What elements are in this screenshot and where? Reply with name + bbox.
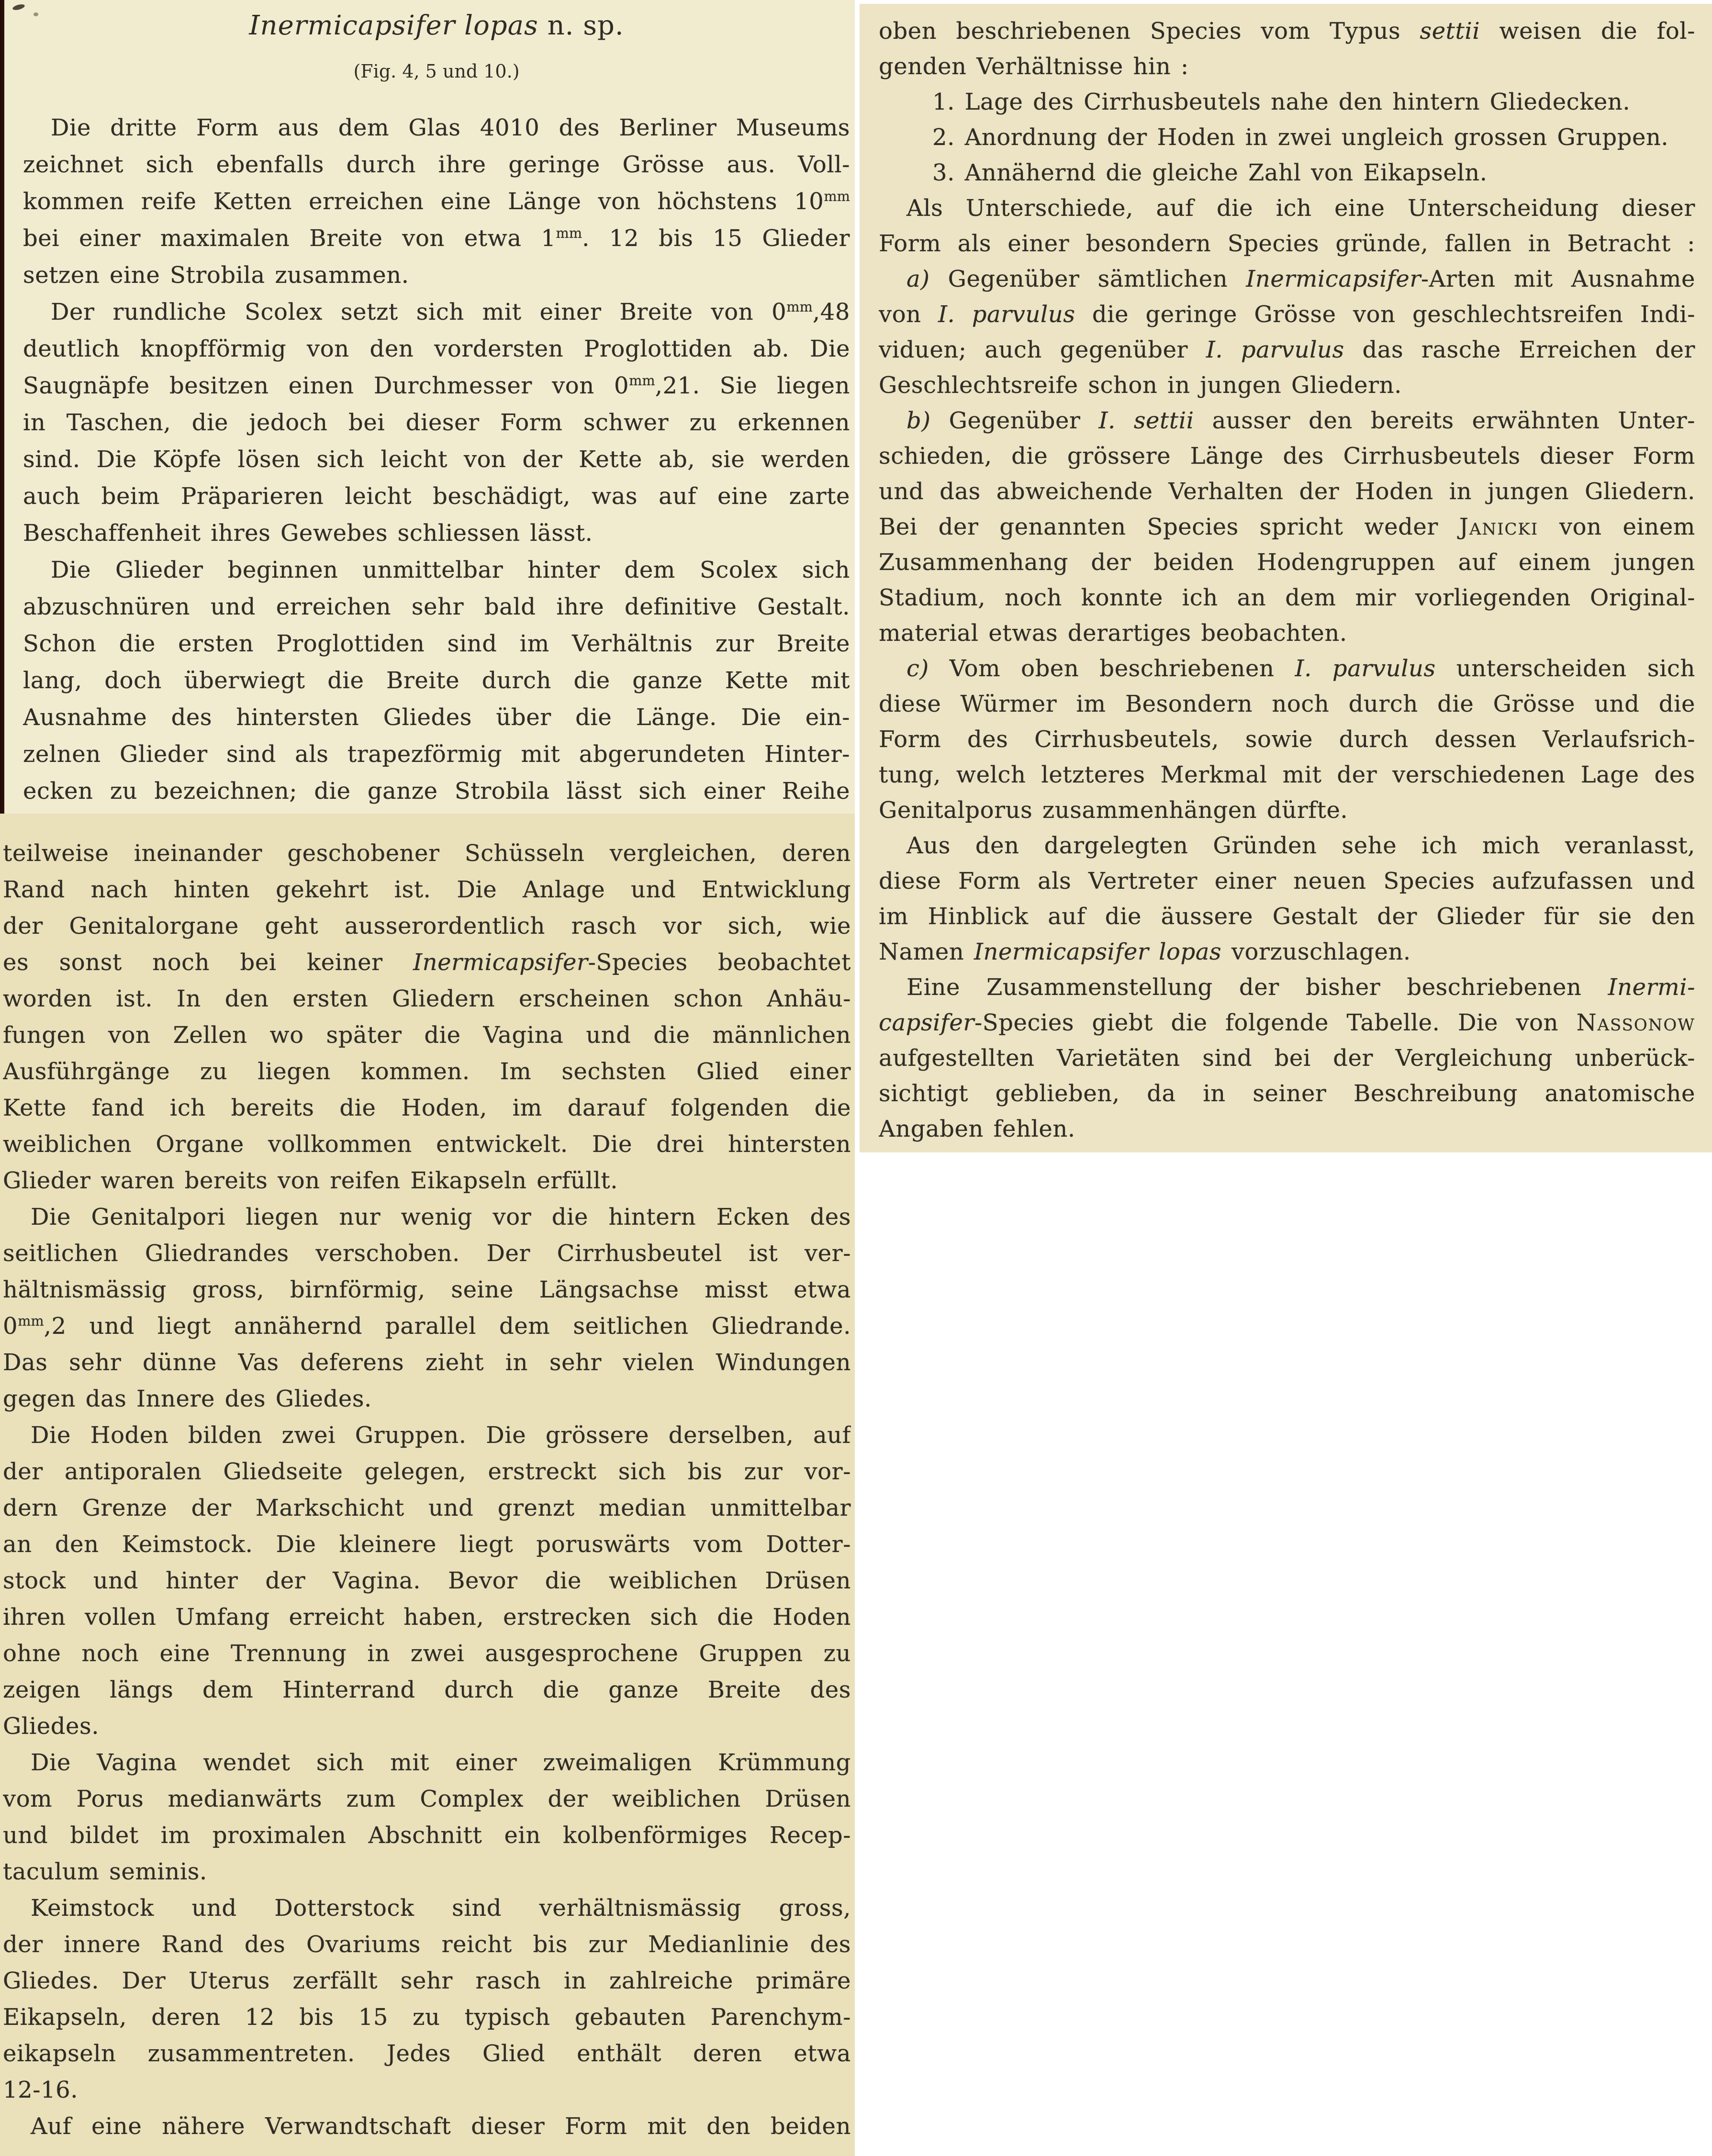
text-line: aufgestellten Varietäten sind bei der Vergleichung unberück-	[879, 1045, 1695, 1072]
text-line: Als Unterschiede, auf die ich eine Unterscheidung dieser	[906, 195, 1695, 222]
text-line: Gliedes.	[3, 1713, 100, 1740]
text-line: der Genitalorgane geht ausserordentlich rasch vor sich, wie	[3, 913, 851, 939]
text-line: a) Gegenüber sämtlichen Inermicapsifer-Arten mit Ausnahme	[906, 266, 1695, 292]
text-line: Bei der genannten Species spricht weder Janicki von einem	[879, 514, 1695, 540]
text-line: tung, welch letzteres Merkmal mit der verschiedenen Lage des	[879, 761, 1695, 788]
text-line: Eikapseln, deren 12 bis 15 zu typisch gebauten Parenchym-	[3, 2004, 851, 2031]
text-line: weiblichen Organe vollkommen entwickelt. Die drei hintersten	[3, 1131, 851, 1158]
text-line: und bildet im proximalen Abschnitt ein kolbenförmiges Recep-	[3, 1822, 851, 1849]
text-line: c) Vom oben beschriebenen I. parvulus unterscheiden sich	[906, 655, 1695, 682]
text-line: von I. parvulus die geringe Grösse von geschlechtsreifen Indi-	[879, 301, 1695, 328]
text-line: es sonst noch bei keiner Inermicapsifer-Species beobachtet	[3, 949, 851, 976]
left-bottom-lines	[3, 835, 851, 2145]
right-column-snippet	[860, 4, 1712, 1152]
text-line: Gliedes. Der Uterus zerfällt sehr rasch in zahlreiche primäre	[3, 1967, 851, 1994]
text-line: der antiporalen Gliedseite gelegen, erstreckt sich bis zur vor-	[3, 1458, 851, 1485]
text-line: fungen von Zellen wo später die Vagina und die männlichen	[3, 1022, 851, 1049]
text-line: material etwas derartiges beobachten.	[879, 620, 1347, 647]
text-line: seitlichen Gliedrandes verschoben. Der Cirrhusbeutel ist ver-	[3, 1240, 851, 1267]
text-line: 2. Anordnung der Hoden in zwei ungleich grossen Gruppen.	[932, 124, 1669, 151]
text-line: Form als einer besondern Species gründe, fallen in Betracht :	[879, 230, 1695, 257]
text-line: genden Verhältnisse hin :	[879, 53, 1189, 80]
text-line: gegen das Innere des Gliedes.	[3, 1385, 372, 1412]
figure-caption: (Fig. 4, 5 und 10.)	[353, 61, 520, 82]
text-line: zelnen Glieder sind als trapezförmig mit abgerundeten Hinter-	[23, 741, 850, 768]
text-line: Das sehr dünne Vas deferens zieht in sehr vielen Windungen	[3, 1349, 851, 1376]
text-line: Die Genitalpori liegen nur wenig vor die hintern Ecken des	[31, 1204, 851, 1230]
text-line: bei einer maximalen Breite von etwa $1^{mm}$. 12 bis 15 Glieder	[23, 225, 850, 252]
text-line: setzen eine Strobila zusammen.	[23, 262, 409, 289]
text-line: 12-16.	[3, 2077, 78, 2103]
text-line: ihren vollen Umfang erreicht haben, erstrecken sich die Hoden	[3, 1604, 851, 1631]
text-line: der innere Rand des Ovariums reicht bis zur Medianlinie des	[3, 1931, 851, 1958]
text-line: Die Hoden bilden zwei Gruppen. Die grössere derselben, auf	[31, 1422, 851, 1449]
text-line: stock und hinter der Vagina. Bevor die weiblichen Drüsen	[3, 1567, 851, 1594]
text-line: eikapseln zusammentreten. Jedes Glied enthält deren etwa	[3, 2040, 851, 2067]
scan-speck	[34, 12, 38, 16]
text-line: Glieder waren bereits von reifen Eikapseln erfüllt.	[3, 1167, 618, 1194]
text-line: an den Keimstock. Die kleinere liegt poruswärts vom Dotter-	[3, 1531, 851, 1558]
text-line: Geschlechtsreife schon in jungen Gliedern.	[879, 372, 1402, 399]
text-line: zeichnet sich ebenfalls durch ihre geringe Grösse aus. Voll-	[23, 151, 850, 178]
text-line: Keimstock und Dotterstock sind verhältnismässig gross,	[31, 1895, 851, 1921]
text-line: Namen Inermicapsifer lopas vorzuschlagen.	[879, 938, 1411, 965]
text-line: schieden, die grössere Länge des Cirrhusbeutels dieser Form	[879, 443, 1695, 469]
text-line: Eine Zusammenstellung der bisher beschriebenen Inermi-	[906, 974, 1695, 1001]
text-line: kommen reife Ketten erreichen eine Länge von höchstens $10^{mm}$	[23, 188, 850, 215]
text-line: Aus den dargelegten Gründen sehe ich mich veranlasst,	[906, 832, 1695, 859]
left-top-lines	[23, 110, 850, 810]
text-line: lang, doch überwiegt die Breite durch die ganze Kette mit	[23, 667, 850, 694]
text-line: Ausführgänge zu liegen kommen. Im sechsten Glied einer	[3, 1058, 851, 1085]
text-line: deutlich knopfförmig von den vordersten Proglottiden ab. Die	[23, 335, 850, 362]
left-column-top-snippet	[0, 0, 855, 814]
text-line: Auf eine nähere Verwandtschaft dieser Form mit den beiden	[31, 2113, 851, 2140]
text-line: Angaben fehlen.	[879, 1116, 1075, 1142]
text-line: Kette fand ich bereits die Hoden, im darauf folgenden die	[3, 1095, 851, 1121]
text-line: im Hinblick auf die äussere Gestalt der Glieder für sie den	[879, 903, 1695, 930]
text-line: Ausnahme des hintersten Gliedes über die Länge. Die ein-	[23, 704, 850, 731]
text-line: sind. Die Köpfe lösen sich leicht von der Kette ab, sie werden	[23, 446, 850, 473]
text-line: auch beim Präparieren leicht beschädigt, was auf eine zarte	[23, 483, 850, 510]
text-line: zeigen längs dem Hinterrand durch die ganze Breite des	[3, 1676, 851, 1703]
text-line: diese Form als Vertreter einer neuen Species aufzufassen und	[879, 868, 1695, 894]
text-line: worden ist. In den ersten Gliedern erscheinen schon Anhäu-	[3, 985, 851, 1012]
text-line: ecken zu bezeichnen; die ganze Strobila lässt sich einer Reihe	[23, 778, 850, 804]
text-line: dern Grenze der Markschicht und grenzt median unmittelbar	[3, 1495, 851, 1521]
text-line: und das abweichende Verhalten der Hoden in jungen Gliedern.	[879, 478, 1695, 505]
text-line: vom Porus medianwärts zum Complex der weiblichen Drüsen	[3, 1786, 851, 1812]
text-line: Rand nach hinten gekehrt ist. Die Anlage und Entwicklung	[3, 876, 851, 903]
text-line: Schon die ersten Proglottiden sind im Verhältnis zur Breite	[23, 630, 850, 657]
species-title-italic: Inermicapsifer lopas	[249, 10, 538, 41]
text-line: ohne noch eine Trennung in zwei ausgesprochene Gruppen zu	[3, 1640, 851, 1667]
text-line: 3. Annähernd die gleiche Zahl von Eikapseln.	[932, 159, 1488, 186]
left-column-bottom-snippet	[0, 814, 855, 2156]
text-line: hältnismässig gross, birnförmig, seine Längsachse misst etwa	[3, 1276, 851, 1303]
text-line: diese Würmer im Besondern noch durch die Grösse und die	[879, 691, 1695, 717]
text-line: Die dritte Form aus dem Glas 4010 des Berliner Museums	[51, 114, 850, 141]
text-line: taculum seminis.	[3, 1858, 207, 1885]
text-line: Stadium, noch konnte ich an dem mir vorliegenden Original-	[879, 584, 1695, 611]
text-line: 1. Lage des Cirrhusbeutels nahe den hintern Gliedecken.	[932, 89, 1631, 115]
text-line: viduen; auch gegenüber I. parvulus das rasche Erreichen der	[879, 336, 1695, 363]
text-line: capsifer-Species giebt die folgende Tabelle. Die von Nassonow	[879, 1009, 1695, 1036]
text-line: abzuschnüren und erreichen sehr bald ihre definitive Gestalt.	[23, 593, 850, 620]
text-line: Der rundliche Scolex setzt sich mit einer Breite von $0^{mm},48$	[51, 299, 850, 325]
text-line: $0^{mm},2$ und liegt annähernd parallel dem seitlichen Gliedrande.	[3, 1313, 851, 1340]
text-line: Beschaffenheit ihres Gewebes schliessen lässt.	[23, 520, 593, 547]
text-line: oben beschriebenen Species vom Typus settii weisen die fol-	[879, 18, 1695, 45]
scan-edge-artifact	[0, 0, 4, 814]
text-line: Die Glieder beginnen unmittelbar hinter dem Scolex sich	[51, 557, 850, 583]
text-line: b) Gegenüber I. settii ausser den bereits erwähnten Unter-	[906, 407, 1695, 434]
text-line: Form des Cirrhusbeutels, sowie durch dessen Verlaufsrich-	[879, 726, 1695, 753]
species-title	[23, 0, 850, 45]
right-lines	[879, 13, 1695, 1147]
text-line: teilweise ineinander geschobener Schüsseln vergleichen, deren	[3, 840, 851, 867]
text-line: Zusammenhang der beiden Hodengruppen auf einem jungen	[879, 549, 1695, 576]
text-line: Saugnäpfe besitzen einen Durchmesser von $0^{mm},21$. Sie liegen	[23, 372, 850, 399]
text-line: in Taschen, die jedoch bei dieser Form schwer zu erkennen	[23, 409, 850, 436]
text-line: sichtigt geblieben, da in seiner Beschreibung anatomische	[879, 1080, 1695, 1107]
text-line: Die Vagina wendet sich mit einer zweimaligen Krümmung	[31, 1749, 851, 1776]
species-title-roman: n. sp.	[538, 10, 624, 41]
text-line: Genitalporus zusammenhängen dürfte.	[879, 797, 1348, 824]
